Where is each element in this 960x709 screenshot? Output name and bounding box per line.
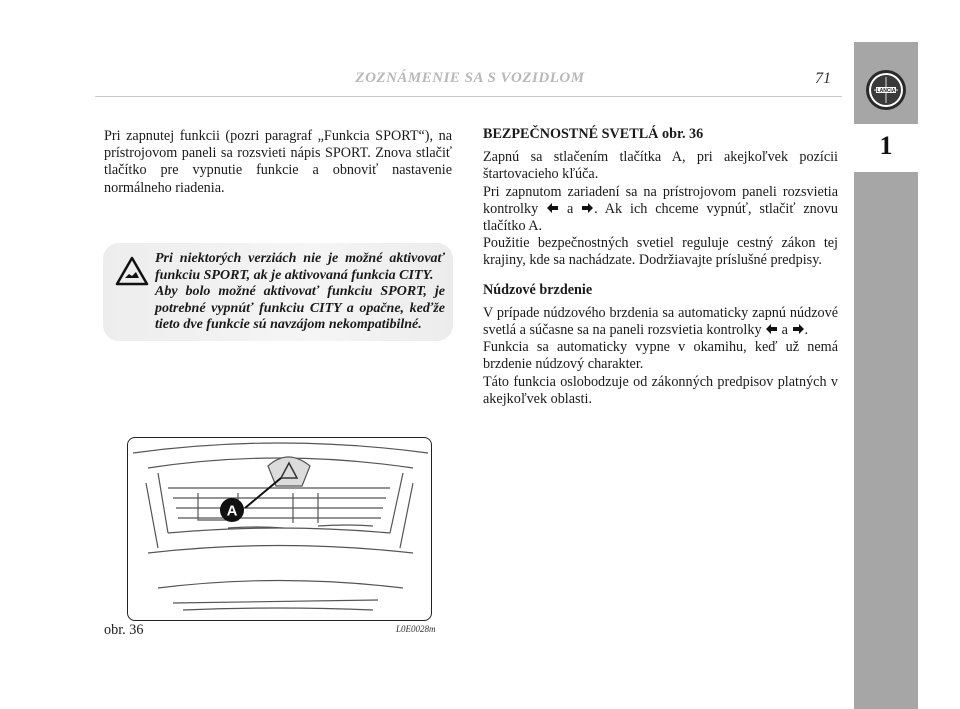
intro-paragraph: Pri zapnutej funkcii (pozri paragraf „Funkcia SPORT“), na prístrojovom paneli sa rozsvieti nápis SPORT. Znova stlačiť tlačítko pre vypnutie funkcie a obnoviť nastavenie normálneho riadenia. bbox=[104, 128, 452, 196]
lancia-logo-icon bbox=[864, 68, 908, 112]
dashboard-illustration bbox=[128, 438, 431, 620]
left-column bbox=[104, 128, 452, 197]
right-column bbox=[483, 126, 838, 408]
figure-label-a: A bbox=[226, 502, 238, 520]
logo-text: LANCIA bbox=[876, 88, 896, 95]
turn-right-arrow-icon bbox=[792, 323, 805, 335]
braking-paragraph-3: Táto funkcia oslobodzuje od zákonných predpisov platných v akejkoľvek oblasti. bbox=[483, 373, 838, 407]
turn-left-arrow-icon bbox=[765, 323, 778, 335]
braking-p1-after: . bbox=[804, 322, 809, 339]
figure-caption: obr. 36 bbox=[104, 622, 144, 638]
page-number: 71 bbox=[815, 70, 831, 87]
hazard-p2-and: a bbox=[566, 200, 574, 217]
hazard-paragraph-3: Použitie bezpečnostných svetiel reguluje cestný zákon tej krajiny, kde sa nachádzate. Dodržiavajte príslušné predpisy. bbox=[483, 235, 838, 269]
braking-paragraph-1 bbox=[483, 305, 838, 339]
warning-box bbox=[103, 243, 453, 341]
hazard-paragraph-2 bbox=[483, 184, 838, 236]
warning-text bbox=[115, 251, 445, 334]
section-heading-hazard-lights: BEZPEČNOSTNÉ SVETLÁ obr. 36 bbox=[483, 126, 704, 142]
hazard-p2-before: Pri zapnutom zariadení sa na prístrojovom paneli rozsvietia kontrolky bbox=[483, 183, 838, 217]
hazard-button-icon bbox=[268, 457, 310, 486]
braking-p1-before: V prípade núdzového brzdenia sa automaticky zapnú núdzové svetlá a súčasne sa na paneli rozsvietia kontrolky bbox=[483, 304, 838, 339]
hazard-p2-after: . Ak ich chceme vypnúť, stlačiť znovu tlačítko A. bbox=[483, 200, 838, 235]
figure-hazard-button bbox=[127, 437, 432, 621]
hazard-paragraph-1: Zapnú sa stlačením tlačítka A, pri akejkoľvek pozícii štartovacieho kľúča. bbox=[483, 149, 838, 183]
warning-line-1: Pri niektorých verziách nie je možné aktivovať funkciu SPORT, ak je aktivovaná funkcia CITY. bbox=[155, 251, 445, 283]
warning-line-2: Aby bolo možné aktivovať funkciu SPORT, je potrebné vypnúť funkciu CITY a opačne, keďže tieto dve funkcie sú navzájom nekompatibilné. bbox=[155, 284, 445, 333]
turn-left-arrow-icon bbox=[546, 202, 559, 214]
page-header-title: ZOZNÁMENIE SA S VOZIDLOM bbox=[355, 70, 585, 86]
chapter-number: 1 bbox=[879, 131, 893, 160]
header-divider bbox=[95, 96, 842, 97]
braking-paragraph-2: Funkcia sa automaticky vypne v okamihu, keď už nemá brzdenie núdzový charakter. bbox=[483, 339, 838, 373]
braking-p1-and: a bbox=[781, 322, 788, 339]
figure-code: L0E0028m bbox=[396, 624, 436, 634]
section-heading-emergency-braking: Núdzové brzdenie bbox=[483, 281, 593, 298]
turn-right-arrow-icon bbox=[581, 202, 594, 214]
